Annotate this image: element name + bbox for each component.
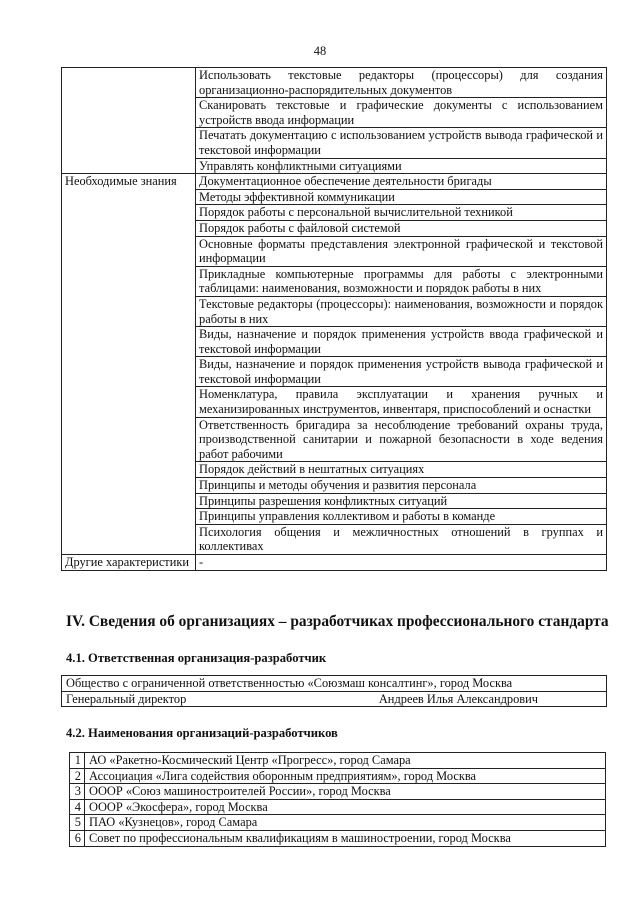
signatory-cell <box>62 691 607 707</box>
director-position: Генеральный директор <box>66 691 187 706</box>
requirements-table <box>61 67 607 571</box>
knowledge-item: Виды, назначение и порядок применения устройств ввода графической и текстовой информации <box>196 327 607 357</box>
developer-row <box>70 830 606 846</box>
other-label: Другие характеристики <box>62 555 196 571</box>
knowledge-item: Принципы и методы обучения и развития персонала <box>196 478 607 494</box>
developer-number: 5 <box>70 815 85 831</box>
skill-item: Сканировать текстовые и графические документы с использованием устройств ввода информации <box>196 98 607 128</box>
developer-number: 6 <box>70 830 85 846</box>
knowledge-row <box>62 174 607 190</box>
page-number: 48 <box>313 44 327 58</box>
knowledge-item: Порядок работы с файловой системой <box>196 220 607 236</box>
knowledge-item: Принципы разрешения конфликтных ситуаций <box>196 493 607 509</box>
section-4-2-heading: 4.2. Наименования организаций-разработчиков <box>66 726 338 740</box>
knowledge-item: Психология общения и межличностных отношений в группах и коллективах <box>196 524 607 554</box>
knowledge-item: Текстовые редакторы (процессоры): наименования, возможности и порядок работы в них <box>196 296 607 326</box>
skill-item: Использовать текстовые редакторы (процессоры) для создания организационно-распорядительных документов <box>196 68 607 98</box>
responsible-org-table <box>61 675 607 707</box>
knowledge-item: Принципы управления коллективом и работы в команде <box>196 509 607 525</box>
developer-name: ПАО «Кузнецов», город Самара <box>85 815 606 831</box>
skills-row <box>62 68 607 98</box>
developers-table <box>69 752 606 847</box>
developer-number: 1 <box>70 753 85 769</box>
developer-row <box>70 815 606 831</box>
responsible-org-name-row <box>62 676 607 692</box>
knowledge-item: Документационное обеспечение деятельности бригады <box>196 174 607 190</box>
responsible-org-name: Общество с ограниченной ответственностью «Союзмаш консалтинг», город Москва <box>62 676 607 692</box>
developer-name: Совет по профессиональным квалификациям в машиностроении, город Москва <box>85 830 606 846</box>
developer-row <box>70 753 606 769</box>
director-name: Андреев Илья Александрович <box>378 691 538 706</box>
skills-label-cell <box>62 68 196 174</box>
knowledge-item: Основные форматы представления электронной графической и текстовой информации <box>196 236 607 266</box>
knowledge-item: Методы эффективной коммуникации <box>196 189 607 205</box>
knowledge-item: Порядок действий в нештатных ситуациях <box>196 462 607 478</box>
developer-name: ОООР «Экосфера», город Москва <box>85 799 606 815</box>
developer-number: 4 <box>70 799 85 815</box>
knowledge-item: Номенклатура, правила эксплуатации и хранения ручных и механизированных инструментов, инвентаря, приспособлений и оснастки <box>196 387 607 417</box>
knowledge-item: Ответственность бригадира за несоблюдение требований охраны труда, производственной санитарии и пожарной безопасности в ходе ведения работ рабочими <box>196 417 607 462</box>
section-4-1-heading: 4.1. Ответственная организация-разработчик <box>66 651 327 665</box>
developer-number: 3 <box>70 784 85 800</box>
developer-row <box>70 799 606 815</box>
skill-item: Управлять конфликтными ситуациями <box>196 158 607 174</box>
knowledge-label: Необходимые знания <box>62 174 196 555</box>
knowledge-item: Порядок работы с персональной вычислительной техникой <box>196 205 607 221</box>
developer-name: АО «Ракетно-Космический Центр «Прогресс», город Самара <box>85 753 606 769</box>
developer-name: ОООР «Союз машиностроителей России», город Москва <box>85 784 606 800</box>
developer-name: Ассоциация «Лига содействия оборонным предприятиям», город Москва <box>85 768 606 784</box>
section-iv-heading: IV. Сведения об организациях – разработчиках профессионального стандарта <box>66 613 609 630</box>
other-value: - <box>196 555 607 571</box>
other-characteristics-row <box>62 555 607 571</box>
developer-number: 2 <box>70 768 85 784</box>
knowledge-item: Прикладные компьютерные программы для работы с электронными таблицами: наименования, возможности и порядок работы в них <box>196 266 607 296</box>
skill-item: Печатать документацию с использованием устройств вывода графической и текстовой информации <box>196 128 607 158</box>
developer-row <box>70 768 606 784</box>
responsible-org-signatory-row <box>62 691 607 707</box>
developer-row <box>70 784 606 800</box>
knowledge-item: Виды, назначение и порядок применения устройств вывода графической и текстовой информации <box>196 357 607 387</box>
